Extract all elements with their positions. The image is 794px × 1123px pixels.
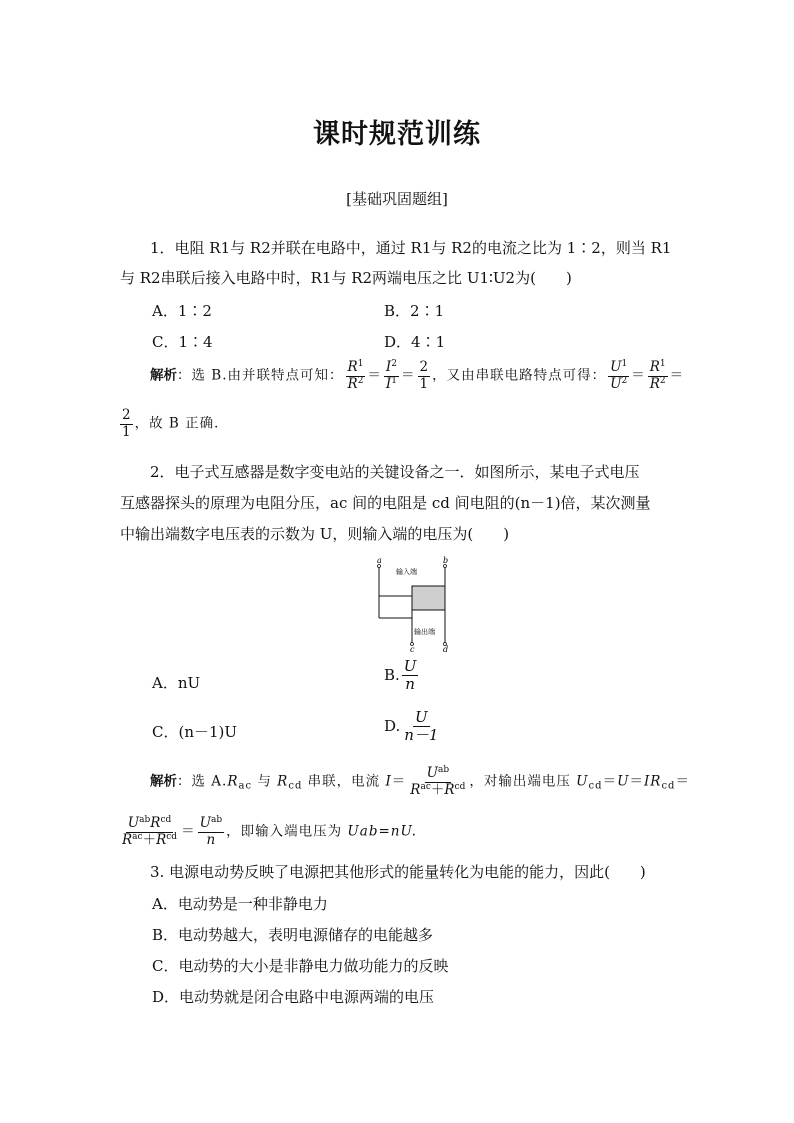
fraction-r1-r2: $\frac{R^1}{R^2}$	[347, 359, 364, 392]
q1-solution-text2: ，又由串联电路特点可得：	[432, 367, 607, 384]
q2-option-b: B. $\frac{U}{n}$	[384, 657, 417, 694]
page-title: 课时规范训练	[313, 119, 481, 150]
q3-stem: 3. 电源电动势反映了电源把其他形式的能量转化为电能的能力，因此( )	[150, 863, 646, 881]
fraction-r1-r2-b: $\frac{R^1}{R^2}$	[649, 359, 666, 392]
q2-solution-label: 解析	[150, 773, 177, 790]
fraction-2-1-b: $\frac{2}{1}$	[122, 407, 131, 440]
q1-option-a: A．1∶2	[152, 302, 212, 320]
label-c: c	[410, 645, 415, 652]
fraction-2-1: $\frac{2}{1}$	[419, 359, 429, 392]
q1-solution-cont	[118, 408, 229, 440]
q1-option-c: C．1∶4	[152, 333, 213, 351]
probe-bottom	[379, 610, 412, 618]
q1-stem-line2: 与 R2串联后接入电路中时，R1与 R2两端电压之比 U1∶U2为( )	[120, 269, 572, 287]
q3-option-a: A．电动势是一种非静电力	[152, 895, 328, 913]
q2-option-a: A．nU	[152, 674, 201, 692]
voltage-divider-diagram	[368, 556, 458, 652]
section-heading: [基础巩固题组]	[346, 190, 448, 208]
label-input: 输入端	[396, 568, 417, 576]
fraction-uab-n: $\frac{U^{ab}}{n}$	[199, 815, 223, 848]
q1-stem-line1: 1．电阻 R1与 R2并联在电路中，通过 R1与 R2的电流之比为 1∶2，则当 R1	[150, 239, 672, 257]
q2-solution: 解析：选 $A.R_{ac}$ 与 $R_{cd}$ 串联，电流 I＝ $\frac{U^{ab}}{R^{ac}+R^{cd}}$ ，对输出端电压 $U_{cd}=U=IR_{cd}=$	[150, 765, 690, 798]
fraction-current: $\frac{U^{ab}}{R^{ac}+R^{cd}}$	[410, 765, 466, 798]
fraction-u1-u2: $\frac{U^1}{U^2}$	[610, 359, 628, 392]
q2-solution-cont: $\frac{U^{ab}R^{cd}}{R^{ac}+R^{cd}}$ ＝ $\frac{U^{ab}}{n}$ ，即输入端电压为 Uab=nU.	[122, 815, 417, 848]
fraction-u-n-1: $\frac{U}{n-1}$	[404, 708, 439, 745]
q2-stem-line2: 互感器探头的原理为电阻分压，ac 间的电阻是 cd 间电阻的(n－1)倍，某次测量	[120, 494, 651, 512]
q2-option-c: C．(n－1)U	[152, 723, 238, 741]
resistor-block	[412, 586, 445, 610]
q1-solution-text1: ：选 B.由并联特点可知：	[177, 367, 344, 384]
q1-option-d: D．4∶1	[384, 333, 446, 351]
label-output: 输出端	[414, 628, 435, 636]
q2-option-d: D. $\frac{U}{n-1}$	[384, 708, 439, 745]
q2-stem-line3: 中输出端数字电压表的示数为 U，则输入端的电压为( )	[120, 525, 510, 543]
label-d: d	[443, 645, 449, 652]
fraction-u-n: $\frac{U}{n}$	[403, 657, 417, 694]
q2-stem-line1: 2．电子式互感器是数字变电站的关键设备之一．如图所示，某电子式电压	[150, 463, 640, 481]
q3-option-c: C．电动势的大小是非静电力做功能力的反映	[152, 957, 449, 975]
label-a: a	[377, 556, 382, 565]
q1-option-b: B．2∶1	[384, 302, 445, 320]
q3-option-b: B．电动势越大，表明电源储存的电能越多	[152, 926, 434, 944]
fraction-i2-i1: $\frac{I^2}{I^1}$	[385, 359, 397, 392]
q3-option-d: D．电动势就是闭合电路中电源两端的电压	[152, 988, 435, 1006]
fraction-ucd: $\frac{U^{ab}R^{cd}}{R^{ac}+R^{cd}}$	[122, 815, 178, 848]
q1-solution-text3: ，故 B 正确．	[134, 415, 229, 432]
q1-solution: 解析：选 B.由并联特点可知： $\frac{R^1}{R^2}$ ＝ $\frac{I^2}{I^1}$ ＝ $\frac{2}{1}$ ，又由串联电路特点可得： $\frac{U^1}{U^2}$ ＝ $\frac{R^1}{R^2}$ ＝	[150, 359, 685, 392]
q2-solution-result: Uab=nU.	[347, 823, 417, 840]
label-b: b	[443, 556, 449, 565]
q1-solution-label: 解析	[150, 367, 177, 384]
